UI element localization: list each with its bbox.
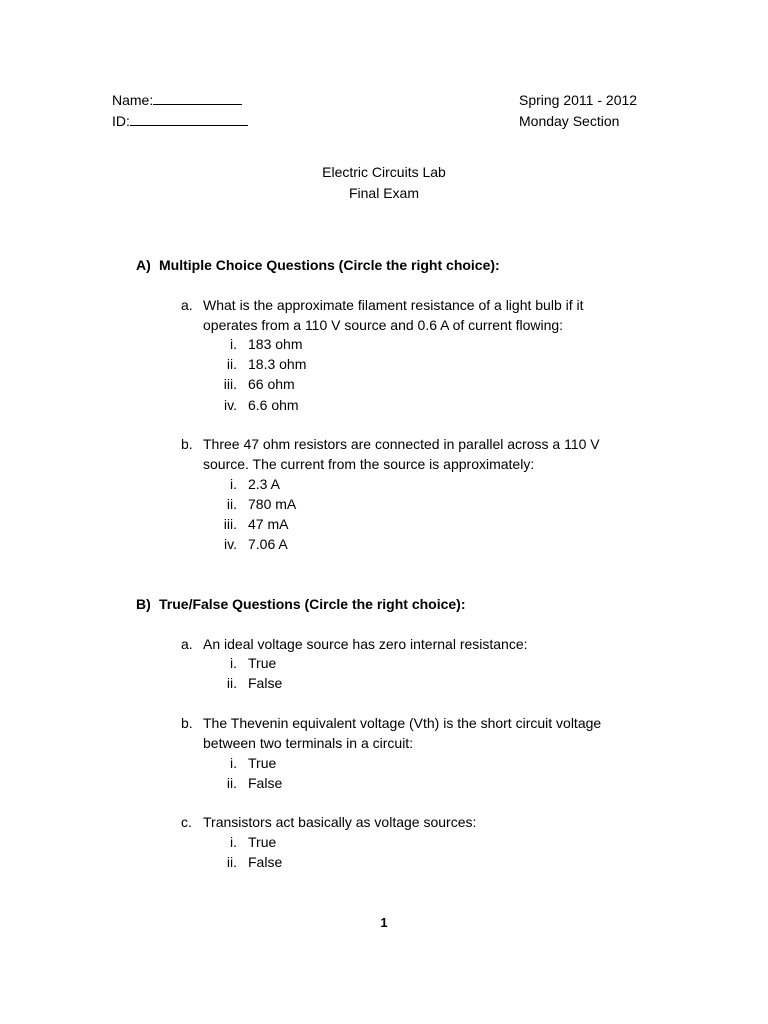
section-text: Monday Section: [519, 112, 620, 129]
section-a-title: Multiple Choice Questions (Circle the right choice):: [159, 257, 500, 273]
question-a-a-letter: a.: [181, 297, 193, 313]
option-number: ii.: [226, 775, 237, 791]
option-text: 66 ohm: [248, 376, 295, 392]
option-text: 780 mA: [248, 496, 297, 512]
question-a-b-letter: b.: [181, 436, 193, 452]
term-info-block: [519, 90, 637, 131]
option-number: i.: [230, 476, 237, 492]
id-blank-line: [130, 111, 248, 126]
semester-text: Spring 2011 - 2012: [519, 92, 638, 108]
section-b-letter: B): [136, 596, 151, 612]
option-text: 18.3 ohm: [248, 356, 307, 372]
option-number: i.: [230, 755, 237, 771]
question-b-a-line-1: An ideal voltage source has zero internal resistance:: [203, 636, 528, 652]
section-a-heading: [136, 255, 500, 275]
option-text: False: [248, 675, 283, 691]
option-text: 183 ohm: [248, 336, 303, 352]
option-text: 7.06 A: [248, 536, 288, 552]
option-text: True: [248, 655, 277, 671]
option-number: i.: [230, 655, 237, 671]
option-text: False: [248, 775, 283, 791]
question-b-c-line-1: Transistors act basically as voltage sources:: [203, 814, 477, 830]
option-number: ii.: [226, 675, 237, 691]
option-number: iii.: [223, 376, 237, 392]
option-text: 2.3 A: [248, 476, 280, 492]
option-number: ii.: [226, 854, 237, 870]
option-number: i.: [230, 336, 237, 352]
exam-title: Final Exam: [348, 184, 420, 201]
name-label: Name:: [112, 92, 154, 108]
option-text: True: [248, 834, 277, 850]
option-text: 47 mA: [248, 516, 289, 532]
option-number: iv.: [224, 536, 237, 552]
id-field: [112, 111, 248, 132]
id-label: ID:: [112, 112, 130, 129]
option-text: False: [248, 854, 283, 870]
option-number: i.: [230, 834, 237, 850]
question-a-a-line-1: What is the approximate filament resistance of a light bulb if it: [203, 297, 584, 313]
question-a-b-line-1: Three 47 ohm resistors are connected in parallel across a 110 V: [203, 436, 600, 452]
section-b-title: True/False Questions (Circle the right choice):: [159, 596, 466, 612]
option-number: ii.: [226, 496, 237, 512]
name-field: [112, 90, 248, 111]
question-a-a-line-2: operates from a 110 V source and 0.6 A of current flowing:: [203, 317, 564, 333]
question-b-b-line-1: The Thevenin equivalent voltage (Vth) is the short circuit voltage: [203, 715, 602, 731]
question-a-b-line-2: source. The current from the source is approximately:: [203, 456, 535, 472]
option-number: iv.: [224, 397, 237, 413]
question-b-c-letter: c.: [181, 814, 192, 830]
section-a-letter: A): [136, 257, 151, 273]
option-number: iii.: [223, 516, 237, 532]
option-text: 6.6 ohm: [248, 397, 299, 413]
option-text: True: [248, 755, 277, 771]
question-b-b-line-2: between two terminals in a circuit:: [203, 735, 414, 751]
course-title: Electric Circuits Lab: [322, 164, 446, 180]
question-b-a-letter: a.: [181, 636, 193, 652]
exam-title-block: [0, 162, 768, 203]
name-blank-line: [153, 90, 242, 105]
option-number: ii.: [226, 356, 237, 372]
question-b-b-letter: b.: [181, 715, 193, 731]
student-info-block: [112, 90, 248, 131]
section-b-heading: [136, 594, 466, 614]
page-number: 1: [380, 915, 388, 930]
